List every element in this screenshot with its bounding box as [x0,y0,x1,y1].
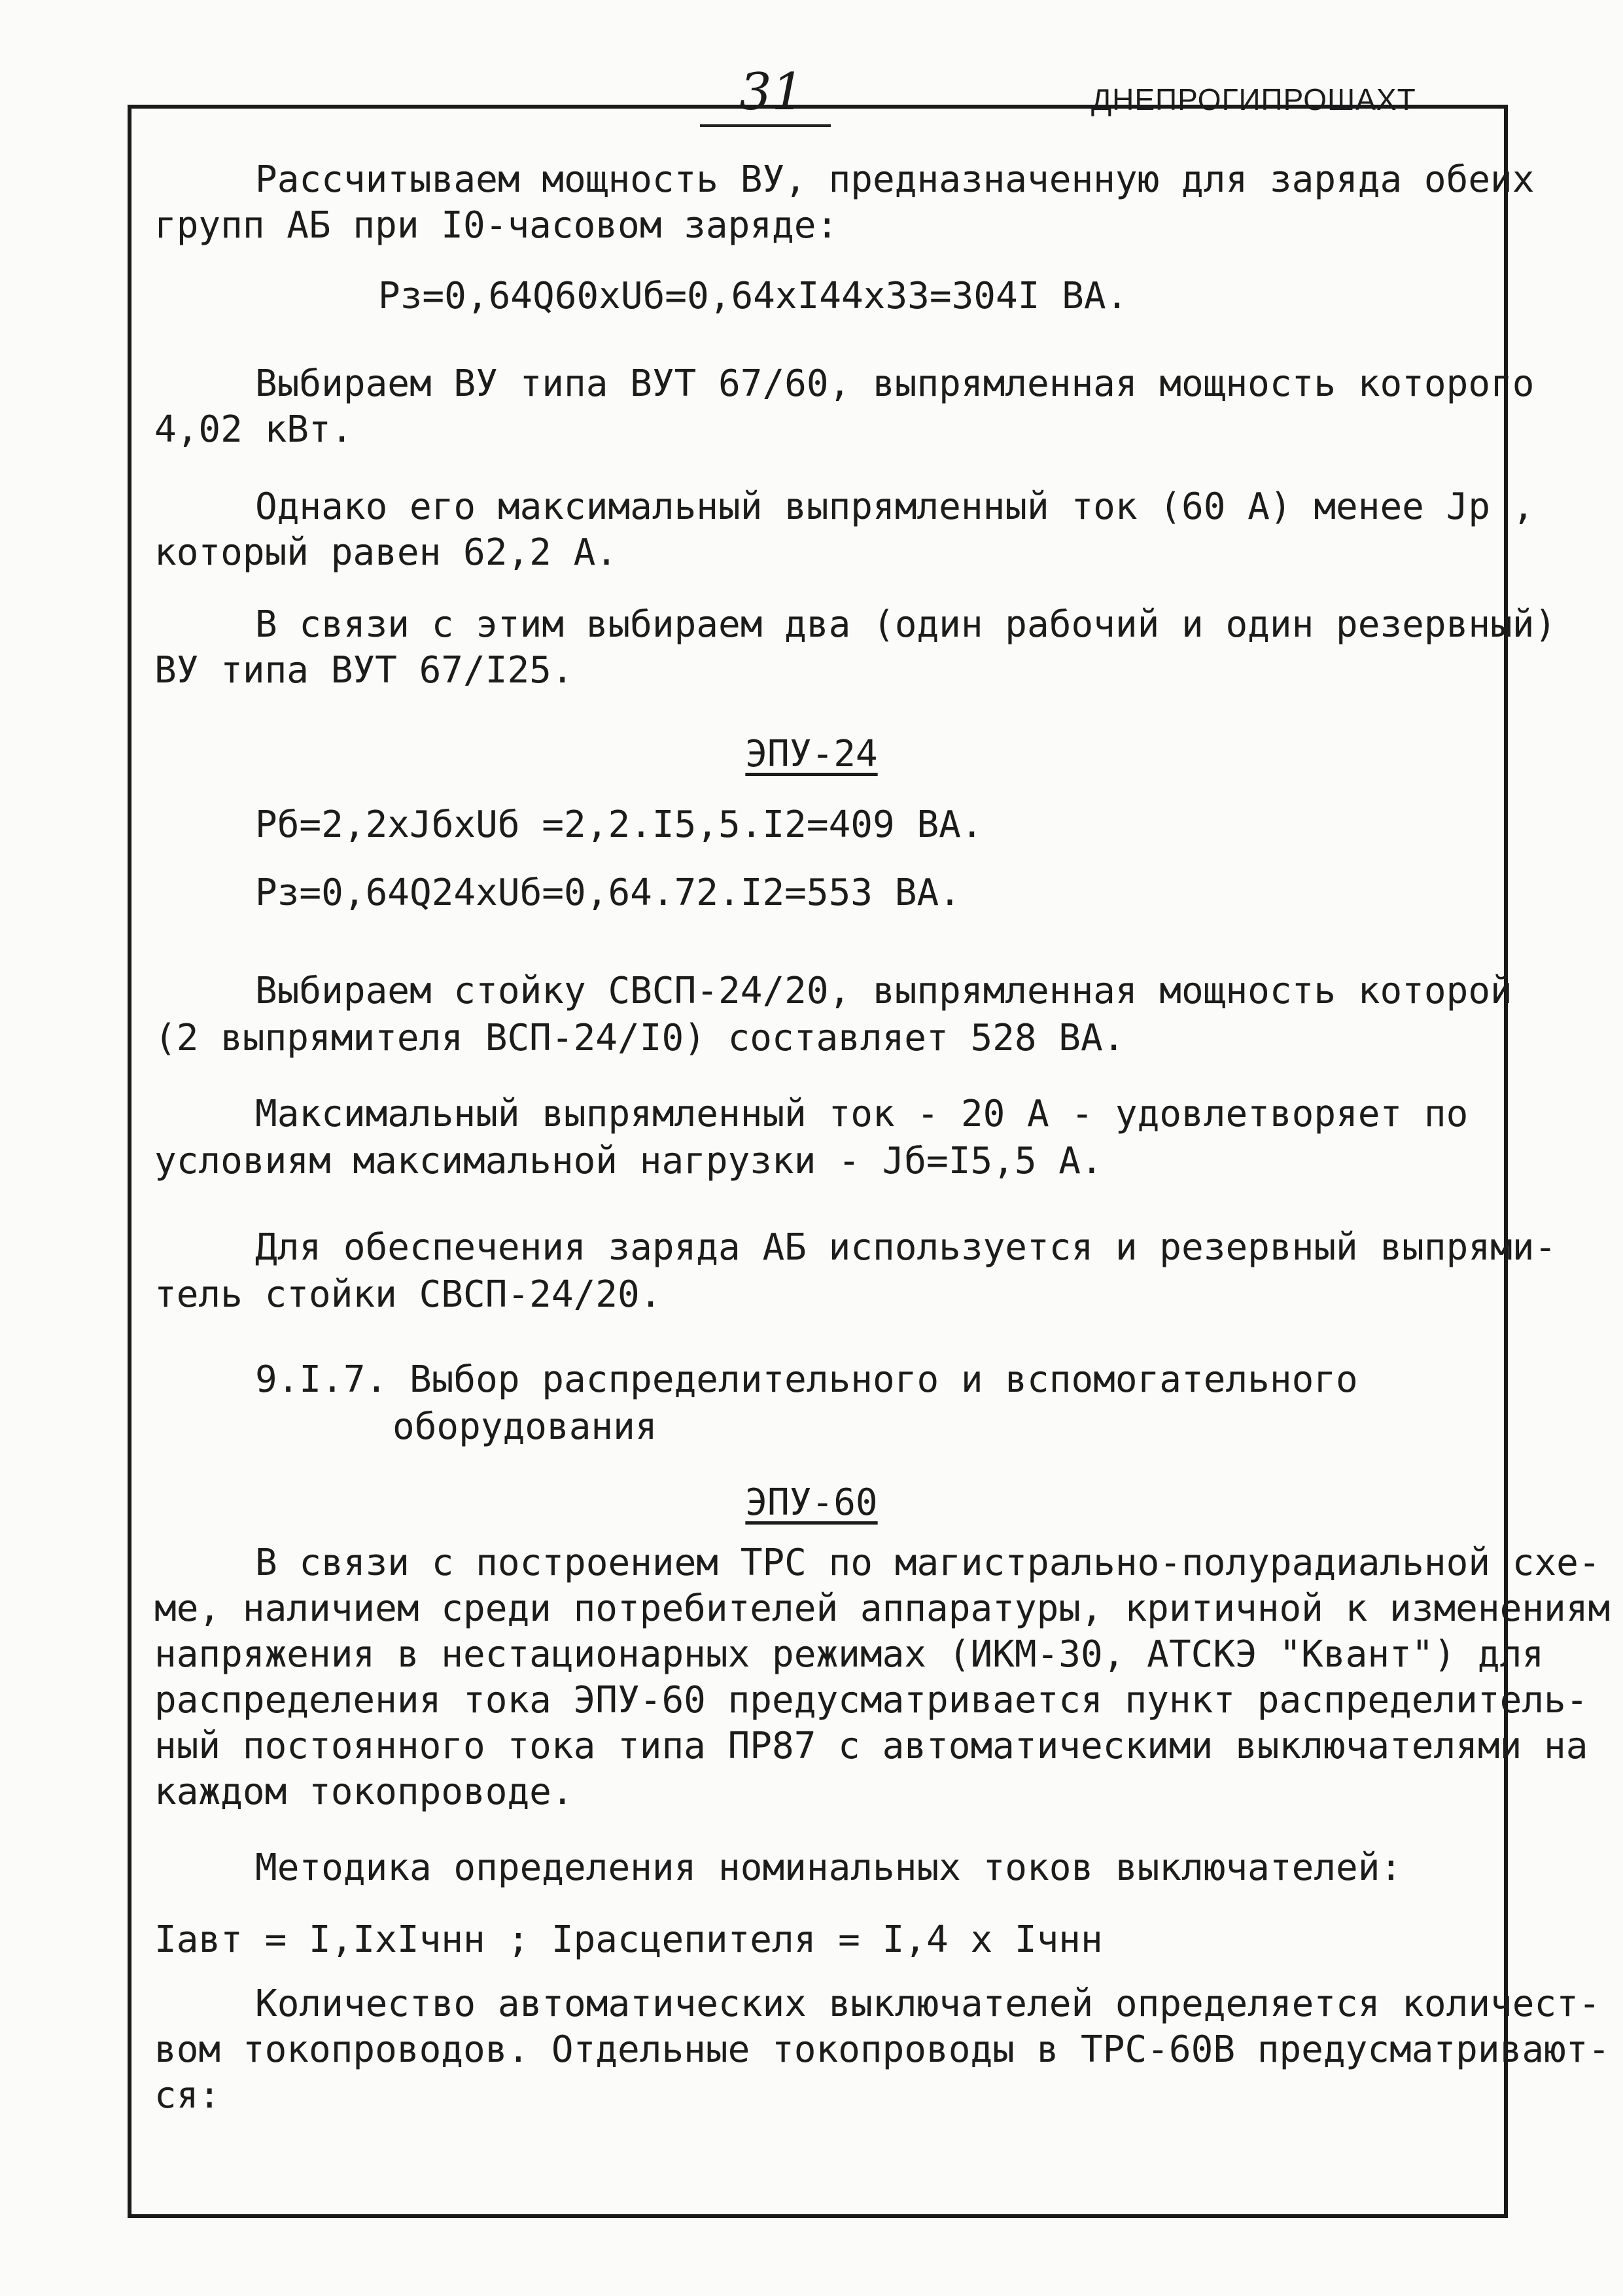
section-heading: оборудования [393,1405,657,1448]
text-line: ме, наличием среди потребителей аппаратуры, критичной к изменениям [154,1587,1611,1630]
text-line: групп АБ при I0-часовом заряде: [154,204,839,247]
text-line: условиям максимальной нагрузки - Jб=I5,5 А. [154,1140,1103,1182]
heading-epu-60: ЭПУ-60 [745,1481,878,1524]
formula-power-charge-24: Pз=0,64Q24xUб=0,64.72.I2=553 ВА. [255,872,961,914]
text-line: Выбираем ВУ типа ВУТ 67/60, выпрямленная мощность которого [255,362,1535,405]
text-line: Максимальный выпрямленный ток - 20 А - удовлетворяет по [255,1093,1469,1135]
text-line: ный постоянного тока типа ПР87 с автоматическими выключателями на [154,1725,1588,1767]
text-line: Выбираем стойку СВСП-24/20, выпрямленная мощность которой [255,970,1512,1012]
text-line: каждом токопроводе. [154,1771,574,1813]
text-line: Количество автоматических выключателей определяется количест- [255,1983,1601,2025]
text-line: напряжения в нестационарных режимах (ИКМ-30, АТСКЭ "Квант") для [154,1633,1544,1676]
section-heading: 9.I.7. Выбор распределительного и вспомогательного [255,1358,1358,1401]
heading-epu-24: ЭПУ-24 [745,733,878,775]
text-line: В связи с построением ТРС по магистрально-полурадиальной схе- [255,1542,1601,1584]
text-line: который равен 62,2 А. [154,531,618,574]
formula-power-battery: Pб=2,2xJбxUб =2,2.I5,5.I2=409 ВА. [255,804,983,846]
text-line: Методика определения номинальных токов выключателей: [255,1846,1403,1889]
organization-stamp: ДНЕПРОГИПРОШАХТ [1091,82,1416,116]
text-line: В связи с этим выбираем два (один рабочий и один резервный) [255,603,1557,646]
text-line: Рассчитываем мощность ВУ, предназначенную для заряда обеих [255,158,1535,201]
formula-breaker-currents: Iавт = I,IxIчнн ; Iрасцепителя = I,4 x Iчнн [154,1918,1103,1961]
text-line: тель стойки СВСП-24/20. [154,1273,662,1316]
text-line: 4,02 кВт. [154,408,353,451]
text-line: распределения тока ЭПУ-60 предусматривается пункт распределитель- [154,1679,1588,1722]
formula-power-charge-60: Pз=0,64Q60xUб=0,64xI44x33=304I ВА. [378,275,1128,317]
text-line: Однако его максимальный выпрямленный ток (60 А) менее Jр , [255,486,1535,528]
page-number: 31 [739,63,805,122]
text-line: Для обеспечения заряда АБ используется и резервный выпрями- [255,1226,1557,1269]
text-line: вом токопроводов. Отдельные токопроводы в ТРС-60В предусматривают- [154,2028,1611,2071]
text-line: ся: [154,2074,221,2117]
text-line: ВУ типа ВУТ 67/I25. [154,649,574,692]
text-line: (2 выпрямителя ВСП-24/I0) составляет 528 ВА. [154,1017,1125,1059]
